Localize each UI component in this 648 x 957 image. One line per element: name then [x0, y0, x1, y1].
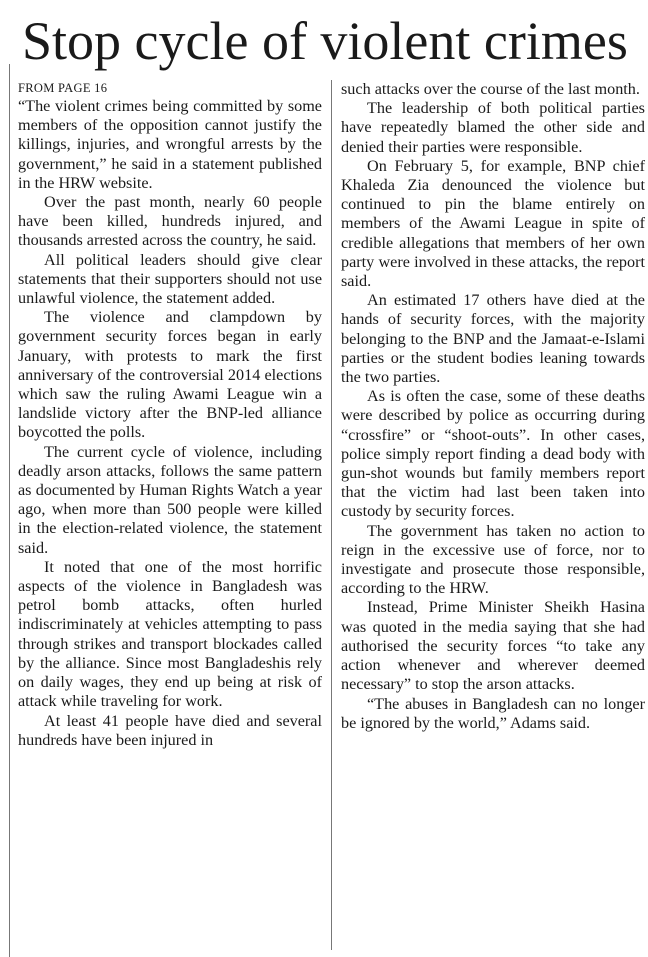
paragraph: An estimated 17 others have died at the hands of security forces, with the majority belonging to the BNP and the Jamaat-e-Islami parties or the student bodies leaning towards the two parties. — [341, 291, 645, 387]
paragraph: The government has taken no action to reign in the excessive use of force, nor to investigate and prosecute those responsible, according to the HRW. — [341, 521, 645, 598]
paragraph: At least 41 people have died and several hundreds have been injured in — [18, 711, 322, 749]
paragraph: As is often the case, some of these deaths were described by police as occurring during “crossfire” or “shoot-outs”. In other cases, police simply report finding a dead body with gun-shot wounds but family members report that the victim had last been taken into custody by security forces. — [341, 387, 645, 521]
headline: Stop cycle of violent crimes — [22, 11, 628, 71]
paragraph: Over the past month, nearly 60 people have been killed, hundreds injured, and thousands arrested across the country, he said. — [18, 193, 322, 250]
paragraph: The violence and clampdown by government security forces began in early January, with protests to mark the first anniversary of the controversial 2014 elections which saw the ruling Awami League win a landslide victory after the BNP-led alliance boycotted the polls. — [18, 308, 322, 442]
continuation-label: FROM PAGE 16 — [18, 81, 108, 95]
paragraph: On February 5, for example, BNP chief Khaleda Zia denounced the violence but continued to pin the blame entirely on members of the Awami League in spite of credible allegations that members of her own party were involved in these attacks, the report said. — [341, 156, 645, 291]
article-column-left — [18, 80, 322, 750]
paragraph: It noted that one of the most horrific aspects of the violence in Bangladesh was petrol bomb attacks, often hurled indiscriminately at vehicles attempting to pass through strikes and transport blockades called by the alliance. Since most Bangladeshis rely on daily wages, they end up being at risk of attack while traveling for work. — [18, 557, 322, 711]
article-column-right — [341, 80, 645, 733]
paragraph: The leadership of both political parties have repeatedly blamed the other side and denied their parties were responsible. — [341, 99, 645, 156]
paragraph: “The violent crimes being committed by some members of the opposition cannot justify the killings, injuries, and wrongful arrests by the government,” he said in a statement published in the HRW website. — [18, 97, 322, 192]
paragraph: Instead, Prime Minister Sheikh Hasina was quoted in the media saying that she had authorised the security forces “to take any action whenever and wherever deemed necessary” to stop the arson attacks. — [341, 598, 645, 694]
paragraph: All political leaders should give clear statements that their supporters should not use unlawful violence, the statement added. — [18, 250, 322, 308]
paragraph: “The abuses in Bangladesh can no longer be ignored by the world,” Adams said. — [341, 694, 645, 732]
left-column-rule — [9, 64, 10, 957]
paragraph: such attacks over the course of the last month. — [341, 80, 640, 98]
paragraph: The current cycle of violence, including deadly arson attacks, follows the same pattern as documented by Human Rights Watch a year ago, when more than 500 people were killed in the election-related violence, the statement said. — [18, 442, 322, 557]
column-divider — [331, 80, 332, 950]
